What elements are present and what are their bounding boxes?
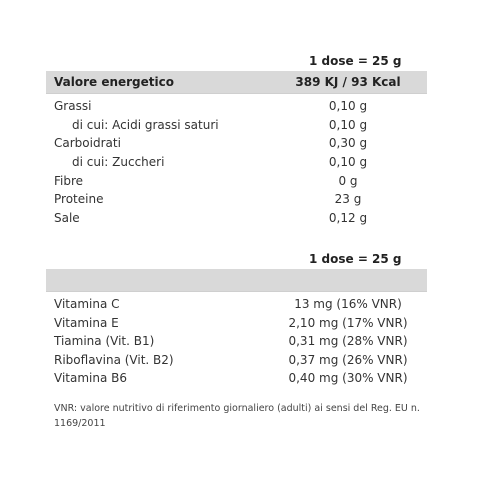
vitamin-value: 13 mg (16% VNR) [294,297,402,311]
nutrient-row-saturated-fat [54,116,420,134]
energy-value: 389 KJ / 93 Kcal [295,75,401,89]
nutrient-value: 0,10 g [328,118,368,132]
nutrient-label: Carboidrati [54,136,121,150]
vitamin-label: Vitamina B6 [54,371,128,385]
nutrient-value: 0,10 g [328,99,368,113]
nutrient-row-carbohydrates [54,134,420,152]
nutrient-row-fibre [54,172,420,190]
vitamin-label: Tiamina (Vit. B1) [54,334,155,348]
nutrient-value: 0,10 g [328,155,368,169]
nutrient-label: Fibre [54,174,84,188]
vitamin-label: Vitamina E [54,316,119,330]
vitamin-row-b6 [54,369,420,387]
vitamin-row-c [54,295,420,313]
divider [46,93,427,94]
vitamin-label: Vitamina C [54,297,120,311]
energy-label: Valore energetico [54,75,174,89]
nutrient-value: 0,30 g [328,136,368,150]
vitamin-value: 0,37 mg (26% VNR) [288,353,408,367]
vitamin-value: 2,10 mg (17% VNR) [288,316,408,330]
nutrient-label: di cui: Zuccheri [72,155,165,169]
vitamin-value: 0,40 mg (30% VNR) [288,371,408,385]
nutrient-row-fat [54,97,420,115]
vitamin-row-b1 [54,332,420,350]
nutrient-label: di cui: Acidi grassi saturi [72,118,219,132]
vitamin-row-e [54,314,420,332]
vnr-footnote: VNR: valore nutritivo di riferimento giornaliero (adulti) ai sensi del Reg. EU n. 1169/2011 [54,403,420,429]
nutrient-row-protein [54,190,420,208]
vitamin-value: 0,31 mg (28% VNR) [288,334,408,348]
nutrient-value: 0 g [338,174,358,188]
vitamin-header-band [46,269,427,291]
vitamin-row-b2 [54,351,420,369]
vitamin-label: Riboflavina (Vit. B2) [54,353,174,367]
nutrient-label: Grassi [54,99,92,113]
nutrient-label: Sale [54,211,80,225]
divider [46,291,427,292]
table2-dose-header: 1 dose = 25 g [309,252,402,266]
nutrient-value: 23 g [334,192,362,206]
nutrient-label: Proteine [54,192,104,206]
nutrient-row-salt [54,209,420,227]
energy-row [46,71,427,93]
nutrient-value: 0,12 g [328,211,368,225]
nutrient-row-sugars [54,153,420,171]
table1-dose-header: 1 dose = 25 g [309,54,402,68]
